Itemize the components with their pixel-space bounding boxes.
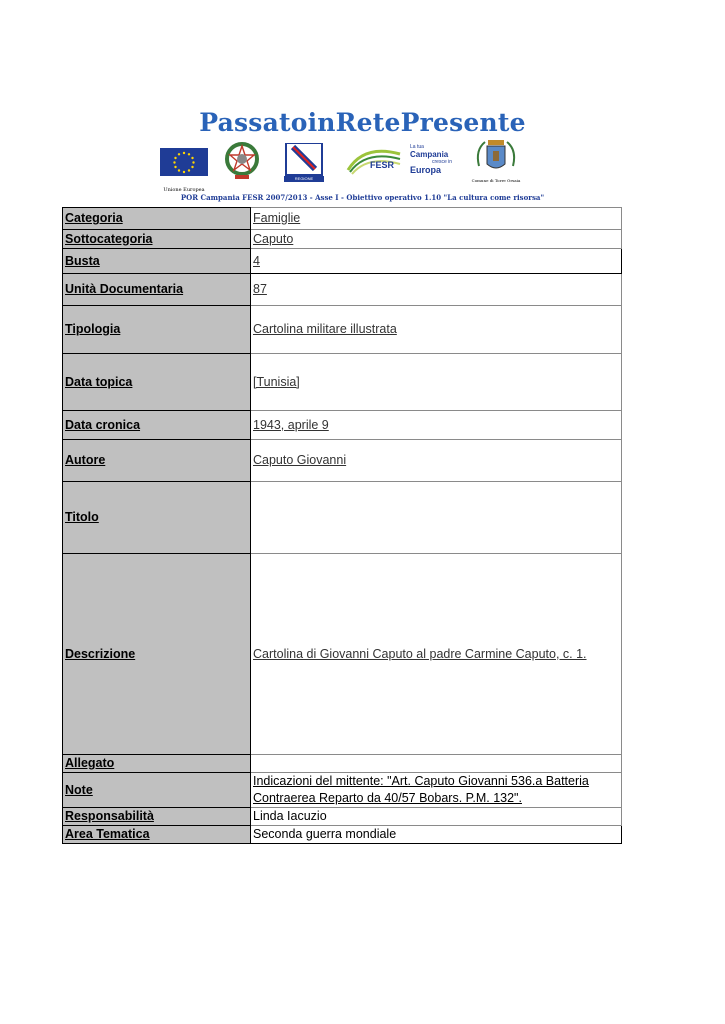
regione-label: REGIONE CAMPANIA — [293, 176, 315, 186]
comune-caption: Comune di Torre Orsaia — [471, 178, 521, 183]
header-banner — [0, 108, 725, 203]
field-label: Titolo — [63, 482, 251, 554]
table-row — [63, 354, 622, 411]
comune-crest-icon — [471, 136, 521, 186]
field-value: Caputo Giovanni — [251, 440, 622, 482]
field-label: Categoria — [63, 208, 251, 230]
field-label: Area Tematica — [63, 826, 251, 844]
field-value: Cartolina di Giovanni Caputo al padre Carmine Caputo, c. 1. — [251, 554, 622, 755]
field-value — [251, 755, 622, 773]
program-subtitle: POR Campania FESR 2007/2013 - Asse I - Obiettivo operativo 1.10 "La cultura come risorsa" — [180, 193, 545, 202]
italian-emblem-icon — [223, 140, 261, 182]
field-value: Linda Iacuzio — [251, 808, 622, 826]
campania-mid-text: cresce in — [432, 159, 453, 165]
field-label: Allegato — [63, 755, 251, 773]
campania-big-text: Campania — [410, 150, 449, 159]
campania-europa-logo — [410, 144, 462, 178]
fesr-label: FESR — [370, 160, 395, 170]
table-row — [63, 208, 622, 230]
table-row — [63, 808, 622, 826]
table-row — [63, 306, 622, 354]
field-value — [251, 482, 622, 554]
table-row — [63, 482, 622, 554]
field-value: Cartolina militare illustrata — [251, 306, 622, 354]
table-row — [63, 249, 622, 274]
fesr-logo-icon — [346, 146, 402, 176]
field-label: Autore — [63, 440, 251, 482]
field-label: Data cronica — [63, 411, 251, 440]
table-row — [63, 440, 622, 482]
field-label: Descrizione — [63, 554, 251, 755]
field-value: Famiglie — [251, 208, 622, 230]
field-label: Sottocategoria — [63, 230, 251, 249]
field-label: Responsabilità — [63, 808, 251, 826]
field-value: Indicazioni del mittente: "Art. Caputo Giovanni 536.a Batteria Contraerea Reparto da 40/57 Bobars. P.M. 132". — [251, 773, 622, 808]
campania-small-text: La tua — [410, 144, 424, 150]
field-label: Tipologia — [63, 306, 251, 354]
table-row — [63, 274, 622, 306]
field-value: 87 — [251, 274, 622, 306]
field-value: 1943, aprile 9 — [251, 411, 622, 440]
regione-campania-icon — [284, 143, 324, 186]
table-row — [63, 755, 622, 773]
site-title: PassatoinRetePresente — [199, 108, 526, 137]
field-value: 4 — [251, 249, 622, 274]
table-row — [63, 773, 622, 808]
field-label: Data topica — [63, 354, 251, 411]
logo-strip — [160, 140, 525, 192]
field-label: Busta — [63, 249, 251, 274]
field-value: Seconda guerra mondiale — [251, 826, 622, 844]
eu-caption: Unione Europea — [163, 187, 205, 193]
record-table — [62, 207, 622, 844]
table-row — [63, 554, 622, 755]
field-value: [Tunisia] — [251, 354, 622, 411]
field-label: Unità Documentaria — [63, 274, 251, 306]
field-label: Note — [63, 773, 251, 808]
campania-europa-text: Europa — [410, 165, 442, 175]
table-row — [63, 411, 622, 440]
field-value: Caputo — [251, 230, 622, 249]
table-row — [63, 826, 622, 844]
table-row — [63, 230, 622, 249]
eu-flag-icon — [160, 148, 208, 193]
